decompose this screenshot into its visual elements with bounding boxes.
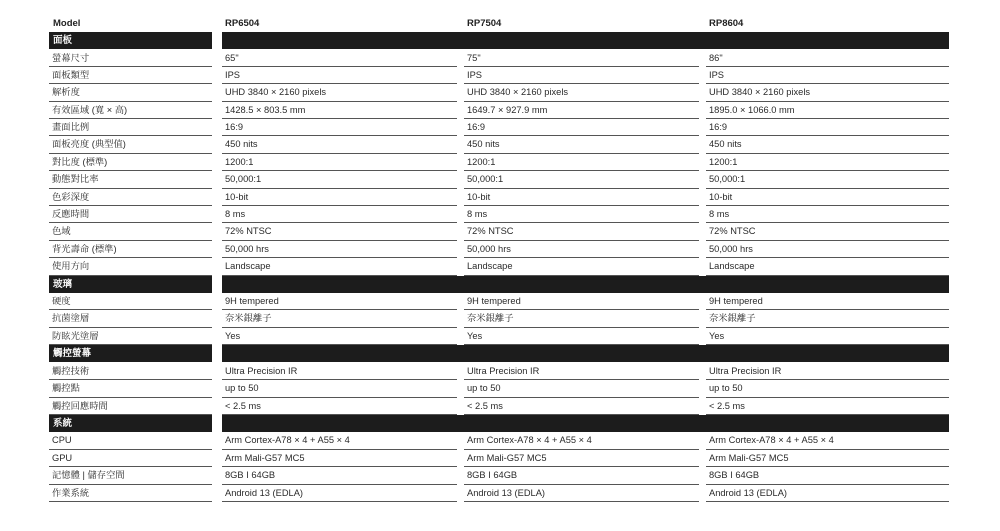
row-label: 記憶體 | 儲存空間: [49, 467, 212, 484]
row-value-rp7504: 75": [464, 50, 699, 67]
table-row: [49, 102, 949, 119]
row-label: 色域: [49, 223, 212, 240]
section-header: [49, 345, 949, 363]
row-value-rp8604: Arm Cortex-A78 × 4 + A55 × 4: [706, 432, 949, 449]
header-model-label: Model: [53, 18, 81, 29]
row-value-rp8604: Yes: [706, 328, 949, 345]
row-value-rp6504: Android 13 (EDLA): [222, 485, 457, 502]
row-value-rp6504: Arm Mali-G57 MC5: [222, 450, 457, 467]
row-value-rp6504: Yes: [222, 328, 457, 345]
row-label: 觸控技術: [49, 363, 212, 380]
row-label: 使用方向: [49, 258, 212, 275]
section-title: 系統: [49, 415, 212, 432]
table-header: [49, 16, 949, 32]
row-label: 抗菌塗層: [49, 310, 212, 327]
row-value-rp6504: 奈米銀離子: [222, 310, 457, 327]
table-row: [49, 293, 949, 310]
header-model-rp6504: RP6504: [225, 18, 260, 29]
table-row: [49, 206, 949, 223]
row-value-rp7504: 72% NTSC: [464, 223, 699, 240]
table-row: [49, 136, 949, 153]
row-value-rp7504: 1200:1: [464, 154, 699, 171]
row-value-rp6504: UHD 3840 × 2160 pixels: [222, 84, 457, 101]
row-value-rp8604: 8 ms: [706, 206, 949, 223]
row-value-rp8604: 50,000:1: [706, 171, 949, 188]
row-value-rp8604: 1200:1: [706, 154, 949, 171]
row-value-rp8604: 奈米銀離子: [706, 310, 949, 327]
row-value-rp6504: IPS: [222, 67, 457, 84]
row-value-rp7504: 8 ms: [464, 206, 699, 223]
row-label: 解析度: [49, 84, 212, 101]
row-label: 防眩光塗層: [49, 328, 212, 345]
row-value-rp8604: UHD 3840 × 2160 pixels: [706, 84, 949, 101]
row-value-rp6504: 72% NTSC: [222, 223, 457, 240]
row-label: 反應時間: [49, 206, 212, 223]
row-value-rp8604: 450 nits: [706, 136, 949, 153]
row-value-rp7504: 16:9: [464, 119, 699, 136]
section-title: 觸控螢幕: [49, 345, 212, 362]
row-value-rp6504: Ultra Precision IR: [222, 363, 457, 380]
row-value-rp6504: 50,000 hrs: [222, 241, 457, 258]
row-value-rp8604: up to 50: [706, 380, 949, 397]
row-label: 畫面比例: [49, 119, 212, 136]
row-label: 色彩深度: [49, 189, 212, 206]
table-row: [49, 450, 949, 467]
row-value-rp8604: 10-bit: [706, 189, 949, 206]
row-value-rp6504: 1428.5 × 803.5 mm: [222, 102, 457, 119]
table-row: [49, 50, 949, 67]
spec-table: [49, 16, 949, 502]
row-value-rp6504: Arm Cortex-A78 × 4 + A55 × 4: [222, 432, 457, 449]
table-row: [49, 363, 949, 380]
row-label: 硬度: [49, 293, 212, 310]
table-row: [49, 485, 949, 502]
table-row: [49, 223, 949, 240]
row-label: 面板亮度 (典型值): [49, 136, 212, 153]
row-value-rp6504: 9H tempered: [222, 293, 457, 310]
row-value-rp8604: 8GB I 64GB: [706, 467, 949, 484]
row-value-rp6504: up to 50: [222, 380, 457, 397]
row-value-rp6504: 16:9: [222, 119, 457, 136]
table-row: [49, 189, 949, 206]
section-header: [49, 276, 949, 294]
section-bar: [222, 32, 949, 49]
row-value-rp7504: Landscape: [464, 258, 699, 275]
row-value-rp8604: Android 13 (EDLA): [706, 485, 949, 502]
table-row: [49, 380, 949, 397]
row-value-rp7504: 奈米銀離子: [464, 310, 699, 327]
row-value-rp7504: 8GB I 64GB: [464, 467, 699, 484]
row-value-rp6504: 50,000:1: [222, 171, 457, 188]
row-value-rp7504: 450 nits: [464, 136, 699, 153]
row-value-rp7504: < 2.5 ms: [464, 398, 699, 415]
section-title: 面板: [49, 32, 212, 49]
section-header: [49, 32, 949, 50]
row-value-rp6504: 8 ms: [222, 206, 457, 223]
row-value-rp8604: Landscape: [706, 258, 949, 275]
table-row: [49, 328, 949, 345]
header-model-rp7504: RP7504: [467, 18, 502, 29]
table-row: [49, 67, 949, 84]
row-value-rp6504: < 2.5 ms: [222, 398, 457, 415]
row-label: 作業系統: [49, 485, 212, 502]
row-label: GPU: [49, 450, 212, 467]
row-value-rp7504: 1649.7 × 927.9 mm: [464, 102, 699, 119]
table-row: [49, 84, 949, 101]
row-value-rp8604: 72% NTSC: [706, 223, 949, 240]
spec-sections: [49, 32, 949, 502]
row-value-rp7504: Yes: [464, 328, 699, 345]
row-value-rp6504: 65": [222, 50, 457, 67]
row-label: 觸控點: [49, 380, 212, 397]
section-title: 玻璃: [49, 276, 212, 293]
row-value-rp8604: < 2.5 ms: [706, 398, 949, 415]
row-value-rp8604: Arm Mali-G57 MC5: [706, 450, 949, 467]
row-value-rp7504: 10-bit: [464, 189, 699, 206]
row-value-rp8604: 1895.0 × 1066.0 mm: [706, 102, 949, 119]
table-row: [49, 154, 949, 171]
row-label: 動態對比率: [49, 171, 212, 188]
table-row: [49, 310, 949, 327]
row-value-rp7504: UHD 3840 × 2160 pixels: [464, 84, 699, 101]
table-row: [49, 171, 949, 188]
row-value-rp7504: Ultra Precision IR: [464, 363, 699, 380]
row-value-rp7504: 50,000:1: [464, 171, 699, 188]
table-row: [49, 119, 949, 136]
row-value-rp7504: 9H tempered: [464, 293, 699, 310]
row-value-rp6504: 1200:1: [222, 154, 457, 171]
table-row: [49, 241, 949, 258]
row-label: 對比度 (標準): [49, 154, 212, 171]
table-row: [49, 398, 949, 415]
row-label: 背光壽命 (標準): [49, 241, 212, 258]
row-value-rp6504: 8GB I 64GB: [222, 467, 457, 484]
row-label: 有效區域 (寬 × 高): [49, 102, 212, 119]
section-bar: [222, 415, 949, 432]
row-label: 面板類型: [49, 67, 212, 84]
row-label: 螢幕尺寸: [49, 50, 212, 67]
row-value-rp7504: 50,000 hrs: [464, 241, 699, 258]
table-row: [49, 258, 949, 275]
section-header: [49, 415, 949, 433]
row-value-rp8604: IPS: [706, 67, 949, 84]
row-value-rp7504: Android 13 (EDLA): [464, 485, 699, 502]
row-label: CPU: [49, 432, 212, 449]
row-value-rp7504: Arm Mali-G57 MC5: [464, 450, 699, 467]
row-value-rp6504: Landscape: [222, 258, 457, 275]
row-value-rp7504: Arm Cortex-A78 × 4 + A55 × 4: [464, 432, 699, 449]
table-row: [49, 467, 949, 484]
row-value-rp8604: 9H tempered: [706, 293, 949, 310]
row-value-rp7504: up to 50: [464, 380, 699, 397]
row-value-rp7504: IPS: [464, 67, 699, 84]
row-label: 觸控回應時間: [49, 398, 212, 415]
header-model-rp8604: RP8604: [709, 18, 744, 29]
table-row: [49, 432, 949, 449]
row-value-rp6504: 450 nits: [222, 136, 457, 153]
row-value-rp8604: Ultra Precision IR: [706, 363, 949, 380]
row-value-rp8604: 86": [706, 50, 949, 67]
section-bar: [222, 345, 949, 362]
row-value-rp8604: 16:9: [706, 119, 949, 136]
section-bar: [222, 276, 949, 293]
row-value-rp6504: 10-bit: [222, 189, 457, 206]
row-value-rp8604: 50,000 hrs: [706, 241, 949, 258]
